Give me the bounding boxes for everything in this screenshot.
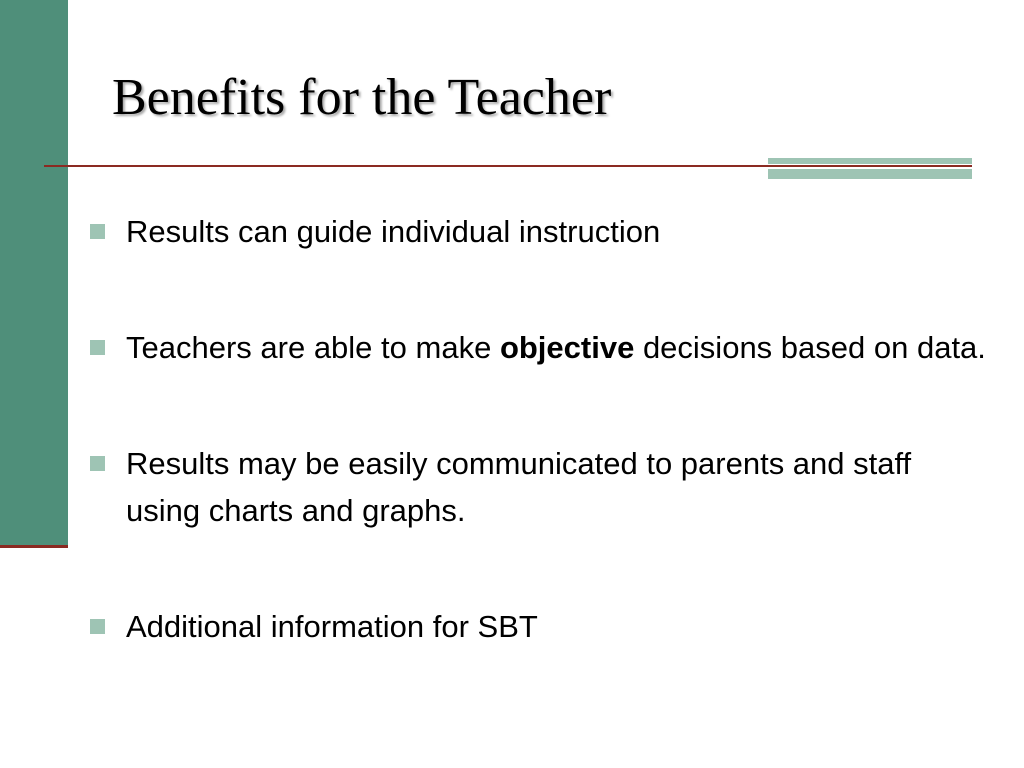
left-sidebar-rule	[0, 545, 68, 548]
bullet-item	[90, 324, 990, 371]
bullet-list	[90, 208, 990, 650]
bullet-item	[90, 603, 990, 650]
bullet-text-end: decisions based on data.	[634, 330, 986, 365]
bullet-text-start: Teachers are able to make	[126, 330, 500, 365]
bullet-item	[90, 208, 990, 255]
bullet-text: Results may be easily communicated to parents and staff using charts and graphs.	[126, 446, 912, 528]
slide-title: Benefits for the Teacher	[112, 69, 612, 126]
square-bullet-icon	[90, 619, 105, 634]
title-accent-bar-bottom	[768, 169, 972, 179]
bullet-text-emphasis: objective	[499, 330, 635, 365]
square-bullet-icon	[90, 456, 105, 471]
square-bullet-icon	[90, 340, 105, 355]
bullet-text: Additional information for SBT	[126, 609, 538, 644]
bullet-item	[90, 440, 990, 534]
title-accent-bar-top	[768, 158, 972, 164]
square-bullet-icon	[90, 224, 105, 239]
title-divider	[44, 165, 972, 167]
left-sidebar-band	[0, 0, 68, 545]
bullet-text: Results can guide individual instruction	[126, 214, 661, 249]
